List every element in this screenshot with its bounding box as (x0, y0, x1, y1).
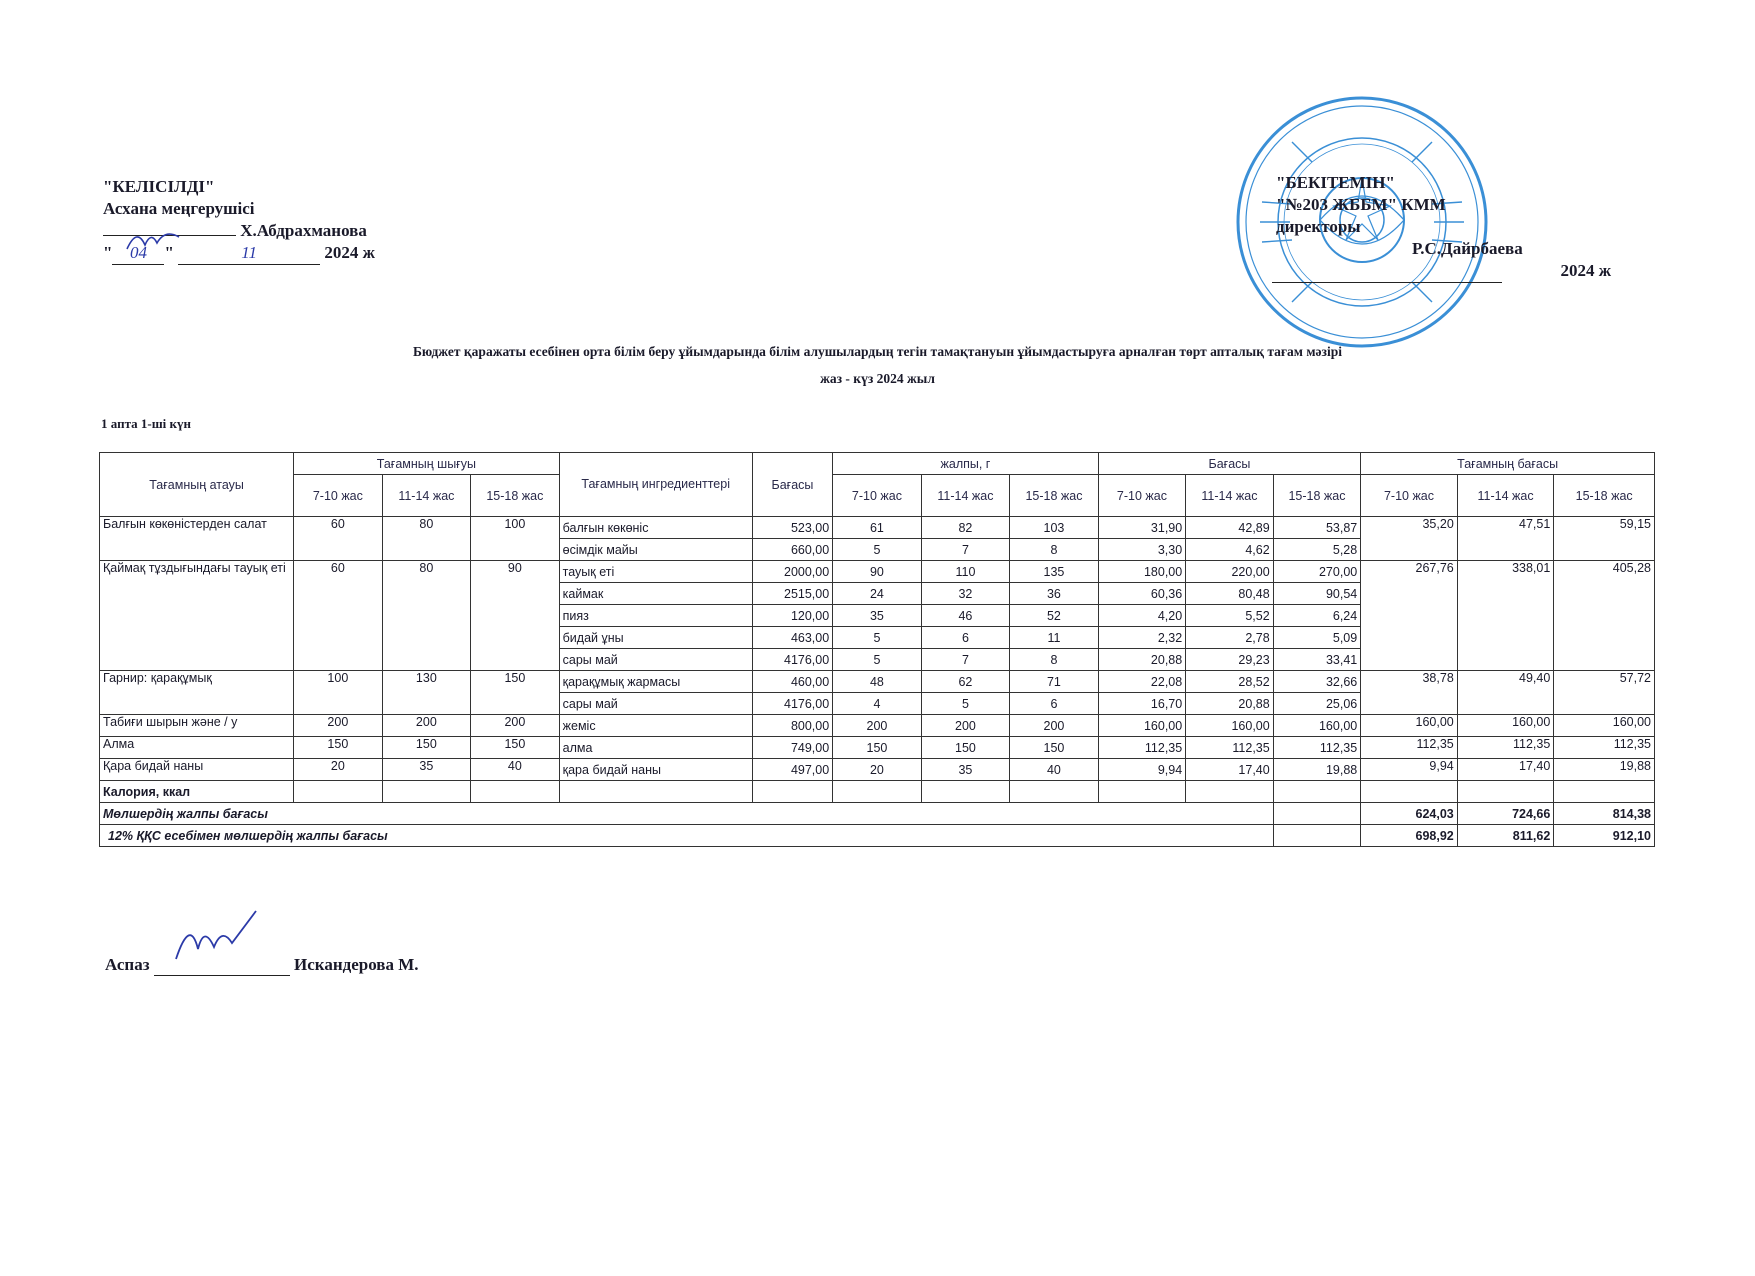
ingredient-price-cell: 120,00 (752, 605, 832, 627)
cost-cell: 180,00 (1098, 561, 1186, 583)
cost-cell: 31,90 (1098, 517, 1186, 539)
ingredient-name-cell: алма (559, 737, 752, 759)
cost-cell: 270,00 (1273, 561, 1361, 583)
dish-total-cell: 47,51 (1457, 517, 1554, 561)
dish-total-cell: 19,88 (1554, 759, 1655, 781)
col-age: 15-18 жас (471, 475, 560, 517)
calories-label: Калория, ккал (100, 781, 294, 803)
yield-cell: 200 (294, 715, 383, 737)
dish-total-cell: 405,28 (1554, 561, 1655, 671)
col-cost: Бағасы (1098, 453, 1361, 475)
dish-total-cell: 112,35 (1361, 737, 1458, 759)
ingredient-name-cell: бидай ұны (559, 627, 752, 649)
dish-total-cell: 59,15 (1554, 517, 1655, 561)
ingredient-name-cell: жеміс (559, 715, 752, 737)
dish-name-cell: Қаймақ тұздығындағы тауық еті (100, 561, 294, 671)
ingredient-price-cell: 800,00 (752, 715, 832, 737)
vat-value: 811,62 (1457, 825, 1554, 847)
menu-table (99, 452, 1655, 847)
gross-cell: 48 (833, 671, 922, 693)
cost-cell: 5,28 (1273, 539, 1361, 561)
yield-cell: 100 (294, 671, 383, 715)
gross-cell: 7 (921, 539, 1010, 561)
gross-cell: 71 (1010, 671, 1099, 693)
gross-cell: 36 (1010, 583, 1099, 605)
approval-left-signature-line (103, 220, 375, 242)
date-month: 11 (178, 242, 320, 265)
ingredient-name-cell: каймак (559, 583, 752, 605)
cook-name: Искандерова М. (294, 955, 419, 974)
cost-cell: 16,70 (1098, 693, 1186, 715)
cook-signature (105, 955, 419, 976)
col-age: 15-18 жас (1554, 475, 1655, 517)
ingredient-name-cell: сары май (559, 649, 752, 671)
col-dish-cost: Тағамның бағасы (1361, 453, 1655, 475)
cost-cell: 160,00 (1098, 715, 1186, 737)
cost-cell: 42,89 (1186, 517, 1274, 539)
dish-total-cell: 160,00 (1554, 715, 1655, 737)
yield-cell: 20 (294, 759, 383, 781)
cost-cell: 20,88 (1186, 693, 1274, 715)
ingredient-price-cell: 497,00 (752, 759, 832, 781)
cost-cell: 53,87 (1273, 517, 1361, 539)
yield-cell: 60 (294, 561, 383, 671)
cook-signature-mark (172, 909, 262, 969)
signature-line (103, 235, 236, 236)
table-row (100, 561, 1655, 583)
approval-right-year: 2024 ж (1560, 261, 1612, 280)
col-age: 11-14 жас (382, 475, 471, 517)
total-label: Мөлшердің жалпы бағасы (100, 803, 1274, 825)
ingredient-name-cell: пияз (559, 605, 752, 627)
day-label: 1 апта 1-ші күн (101, 416, 192, 431)
gross-cell: 150 (921, 737, 1010, 759)
table-row (100, 737, 1655, 759)
cost-cell: 2,78 (1186, 627, 1274, 649)
cost-cell: 5,09 (1273, 627, 1361, 649)
cost-cell: 29,23 (1186, 649, 1274, 671)
yield-cell: 40 (471, 759, 560, 781)
approval-left-title: "КЕЛІСІЛДІ" (103, 177, 215, 196)
dish-total-cell: 17,40 (1457, 759, 1554, 781)
yield-cell: 100 (471, 517, 560, 561)
signature-mark (123, 225, 183, 255)
date-day: 04 (112, 242, 164, 265)
yield-cell: 90 (471, 561, 560, 671)
ingredient-price-cell: 4176,00 (752, 693, 832, 715)
gross-cell: 35 (921, 759, 1010, 781)
gross-cell: 35 (833, 605, 922, 627)
yield-cell: 150 (471, 737, 560, 759)
gross-cell: 46 (921, 605, 1010, 627)
ingredient-price-cell: 523,00 (752, 517, 832, 539)
ingredient-price-cell: 463,00 (752, 627, 832, 649)
gross-cell: 150 (833, 737, 922, 759)
cost-cell: 28,52 (1186, 671, 1274, 693)
gross-cell: 103 (1010, 517, 1099, 539)
gross-cell: 6 (921, 627, 1010, 649)
gross-cell: 20 (833, 759, 922, 781)
col-age: 15-18 жас (1010, 475, 1099, 517)
approval-right-position: директоры (1276, 217, 1361, 236)
gross-cell: 200 (833, 715, 922, 737)
gross-cell: 4 (833, 693, 922, 715)
gross-cell: 135 (1010, 561, 1099, 583)
cost-cell: 90,54 (1273, 583, 1361, 605)
vat-label: 12% ҚҚС есебімен мөлшердің жалпы бағасы (100, 825, 1274, 847)
cost-cell: 4,62 (1186, 539, 1274, 561)
dish-name-cell: Балғын көкөністерден салат (100, 517, 294, 561)
ingredient-price-cell: 660,00 (752, 539, 832, 561)
yield-cell: 60 (294, 517, 383, 561)
cook-position: Аспаз (105, 955, 150, 974)
gross-cell: 200 (921, 715, 1010, 737)
cost-cell: 25,06 (1273, 693, 1361, 715)
col-dish-name: Тағамның атауы (100, 453, 294, 517)
document-title (0, 338, 1755, 392)
dish-total-cell: 112,35 (1554, 737, 1655, 759)
approval-right-date (1272, 260, 1611, 283)
col-gross: жалпы, г (833, 453, 1099, 475)
dish-total-cell: 57,72 (1554, 671, 1655, 715)
col-yield: Тағамның шығуы (294, 453, 560, 475)
cost-cell: 220,00 (1186, 561, 1274, 583)
gross-cell: 7 (921, 649, 1010, 671)
total-value: 724,66 (1457, 803, 1554, 825)
gross-cell: 8 (1010, 539, 1099, 561)
dish-total-cell: 38,78 (1361, 671, 1458, 715)
cost-cell: 4,20 (1098, 605, 1186, 627)
table-row (100, 759, 1655, 781)
title-line-2: жаз - күз 2024 жыл (820, 371, 935, 386)
gross-cell: 90 (833, 561, 922, 583)
ingredient-name-cell: балғын көкөніс (559, 517, 752, 539)
dish-total-cell: 160,00 (1361, 715, 1458, 737)
cost-cell: 33,41 (1273, 649, 1361, 671)
date-line (1272, 260, 1502, 283)
gross-cell: 110 (921, 561, 1010, 583)
cost-cell: 17,40 (1186, 759, 1274, 781)
col-ingredients: Тағамның ингредиенттері (559, 453, 752, 517)
yield-cell: 150 (471, 671, 560, 715)
approval-right-signature-row (1272, 238, 1611, 260)
ingredient-price-cell: 460,00 (752, 671, 832, 693)
approval-left (103, 176, 375, 265)
cost-cell: 6,24 (1273, 605, 1361, 627)
cost-cell: 60,36 (1098, 583, 1186, 605)
cost-cell: 9,94 (1098, 759, 1186, 781)
col-age: 7-10 жас (833, 475, 922, 517)
gross-cell: 62 (921, 671, 1010, 693)
approval-left-year: 2024 ж (324, 243, 375, 262)
ingredient-name-cell: сары май (559, 693, 752, 715)
dish-name-cell: Гарнир: қарақұмық (100, 671, 294, 715)
col-age: 7-10 жас (1098, 475, 1186, 517)
gross-cell: 6 (1010, 693, 1099, 715)
cost-cell: 22,08 (1098, 671, 1186, 693)
table-row (100, 671, 1655, 693)
ingredient-price-cell: 4176,00 (752, 649, 832, 671)
cost-cell: 160,00 (1186, 715, 1274, 737)
col-age: 7-10 жас (294, 475, 383, 517)
gross-cell: 52 (1010, 605, 1099, 627)
cost-cell: 19,88 (1273, 759, 1361, 781)
cost-cell: 3,30 (1098, 539, 1186, 561)
menu-table-body (100, 517, 1655, 781)
gross-cell: 24 (833, 583, 922, 605)
col-age: 11-14 жас (1457, 475, 1554, 517)
dish-name-cell: Табиғи шырын және / у (100, 715, 294, 737)
table-row (100, 715, 1655, 737)
total-value: 624,03 (1361, 803, 1458, 825)
gross-cell: 61 (833, 517, 922, 539)
gross-cell: 5 (921, 693, 1010, 715)
ingredient-name-cell: тауық еті (559, 561, 752, 583)
title-line-1: Бюджет қаражаты есебінен орта білім беру ұйымдарында білім алушылардың тегін тамақтануын ұйымдастыруға арналған төрт апталық тағам мәзірі (413, 344, 1342, 359)
table-row (100, 517, 1655, 539)
cost-cell: 160,00 (1273, 715, 1361, 737)
approval-right-org: "№203 ЖББМ" КММ (1276, 195, 1446, 214)
approval-left-name: Х.Абдрахманова (240, 221, 367, 240)
cook-signature-line (154, 955, 290, 976)
dish-total-cell: 267,76 (1361, 561, 1458, 671)
gross-cell: 200 (1010, 715, 1099, 737)
ingredient-price-cell: 2515,00 (752, 583, 832, 605)
cost-cell: 80,48 (1186, 583, 1274, 605)
gross-cell: 82 (921, 517, 1010, 539)
total-value: 814,38 (1554, 803, 1655, 825)
yield-cell: 80 (382, 561, 471, 671)
yield-cell: 130 (382, 671, 471, 715)
dish-total-cell: 35,20 (1361, 517, 1458, 561)
approval-right-title: "БЕКІТЕМІН" (1276, 173, 1395, 192)
dish-total-cell: 112,35 (1457, 737, 1554, 759)
vat-value: 912,10 (1554, 825, 1655, 847)
yield-cell: 200 (382, 715, 471, 737)
dish-total-cell: 338,01 (1457, 561, 1554, 671)
dish-name-cell: Алма (100, 737, 294, 759)
col-price: Бағасы (752, 453, 832, 517)
gross-cell: 5 (833, 627, 922, 649)
vat-value: 698,92 (1361, 825, 1458, 847)
gross-cell: 5 (833, 539, 922, 561)
yield-cell: 35 (382, 759, 471, 781)
approval-right (1272, 172, 1611, 283)
ingredient-price-cell: 749,00 (752, 737, 832, 759)
gross-cell: 5 (833, 649, 922, 671)
gross-cell: 11 (1010, 627, 1099, 649)
cost-cell: 2,32 (1098, 627, 1186, 649)
col-age: 7-10 жас (1361, 475, 1458, 517)
approval-right-name: Р.С.Дайрбаева (1412, 239, 1523, 258)
col-age: 11-14 жас (921, 475, 1010, 517)
yield-cell: 200 (471, 715, 560, 737)
cost-cell: 32,66 (1273, 671, 1361, 693)
cost-cell: 20,88 (1098, 649, 1186, 671)
yield-cell: 150 (382, 737, 471, 759)
yield-cell: 150 (294, 737, 383, 759)
ingredient-price-cell: 2000,00 (752, 561, 832, 583)
gross-cell: 150 (1010, 737, 1099, 759)
cost-cell: 112,35 (1186, 737, 1274, 759)
col-age: 15-18 жас (1273, 475, 1361, 517)
cost-cell: 112,35 (1273, 737, 1361, 759)
dish-name-cell: Қара бидай наны (100, 759, 294, 781)
cost-cell: 5,52 (1186, 605, 1274, 627)
approval-left-date: " 04 " 11 2024 ж (103, 242, 375, 265)
approval-left-position: Асхана меңгерушісі (103, 199, 255, 218)
cost-cell: 112,35 (1098, 737, 1186, 759)
ingredient-name-cell: қарақұмық жармасы (559, 671, 752, 693)
gross-cell: 32 (921, 583, 1010, 605)
dish-total-cell: 49,40 (1457, 671, 1554, 715)
dish-total-cell: 160,00 (1457, 715, 1554, 737)
yield-cell: 80 (382, 517, 471, 561)
col-age: 11-14 жас (1186, 475, 1274, 517)
ingredient-name-cell: өсімдік майы (559, 539, 752, 561)
gross-cell: 40 (1010, 759, 1099, 781)
ingredient-name-cell: қара бидай наны (559, 759, 752, 781)
gross-cell: 8 (1010, 649, 1099, 671)
dish-total-cell: 9,94 (1361, 759, 1458, 781)
